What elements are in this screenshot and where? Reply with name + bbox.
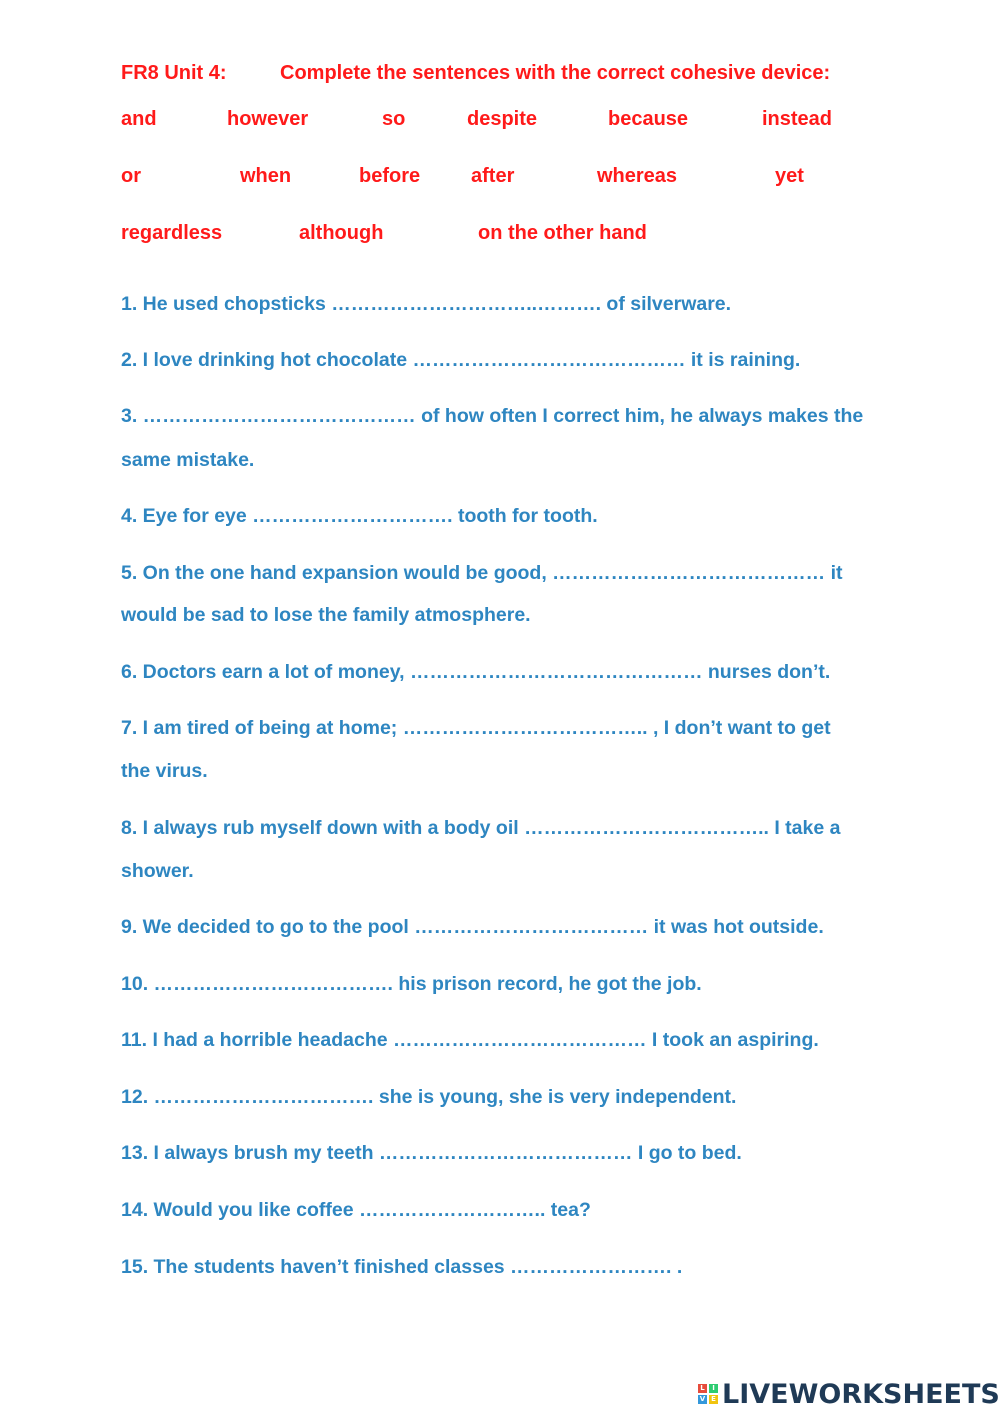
question-11: 11. I had a horrible headache ………………………………… I took an aspiring. <box>121 1029 819 1051</box>
liveworksheets-logo-icon <box>698 1384 718 1404</box>
question-7: 7. I am tired of being at home; ……………………………….. , I don’t want to get <box>121 717 831 739</box>
liveworksheets-logo <box>698 1378 1000 1410</box>
question-8: 8. I always rub myself down with a body oil ……………………………….. I take a <box>121 817 841 839</box>
word-bank-item: because <box>608 108 689 130</box>
logo-tile-e: E <box>709 1395 718 1404</box>
question-15: 15. The students haven’t finished classes ……………………. . <box>121 1256 683 1278</box>
word-bank-item: however <box>227 108 309 130</box>
question-3-continued: same mistake. <box>121 449 255 471</box>
question-13: 13. I always brush my teeth ………………………………… I go to bed. <box>121 1142 742 1164</box>
question-2: 2. I love drinking hot chocolate …………………………………… it is raining. <box>121 349 801 371</box>
question-5: 5. On the one hand expansion would be good, …………………………………… it <box>121 562 843 584</box>
question-8-continued: shower. <box>121 860 194 882</box>
unit-label: FR8 Unit 4: <box>121 62 227 84</box>
word-bank-item: before <box>359 165 421 187</box>
question-9: 9. We decided to go to the pool ……………………………… it was hot outside. <box>121 916 824 938</box>
word-bank-item: and <box>121 108 157 130</box>
question-7-continued: the virus. <box>121 760 208 782</box>
word-bank-item: so <box>382 108 406 130</box>
word-bank-item: yet <box>775 165 804 187</box>
logo-text: LIVEWORKSHEETS <box>722 1378 1000 1410</box>
word-bank-item: despite <box>467 108 538 130</box>
question-3: 3. …………………………………… of how often I correct him, he always makes the <box>121 405 864 427</box>
question-14: 14. Would you like coffee ……………………….. tea? <box>121 1199 591 1221</box>
word-bank-item: after <box>471 165 515 187</box>
word-bank-item: although <box>299 222 384 244</box>
word-bank-item: on the other hand <box>478 222 647 244</box>
question-10: 10. ………………………………. his prison record, he got the job. <box>121 973 702 995</box>
question-6: 6. Doctors earn a lot of money, ……………………………………… nurses don’t. <box>121 661 831 683</box>
question-4: 4. Eye for eye …………………………. tooth for tooth. <box>121 505 598 527</box>
word-bank-item: whereas <box>597 165 678 187</box>
question-1: 1. He used chopsticks …………………………..………. of silverware. <box>121 293 732 315</box>
logo-tile-l: L <box>698 1384 707 1393</box>
word-bank-item: or <box>121 165 141 187</box>
question-12: 12. ……………………………. she is young, she is very independent. <box>121 1086 737 1108</box>
logo-tile-v: V <box>699 1395 706 1403</box>
logo-tile-i: I <box>709 1384 718 1393</box>
word-bank-item: instead <box>762 108 833 130</box>
word-bank-item: when <box>240 165 292 187</box>
word-bank-item: regardless <box>121 222 223 244</box>
worksheet-title <box>121 62 830 85</box>
instruction-text: Complete the sentences with the correct cohesive device: <box>280 62 831 84</box>
question-5-continued: would be sad to lose the family atmosphere. <box>121 604 531 626</box>
